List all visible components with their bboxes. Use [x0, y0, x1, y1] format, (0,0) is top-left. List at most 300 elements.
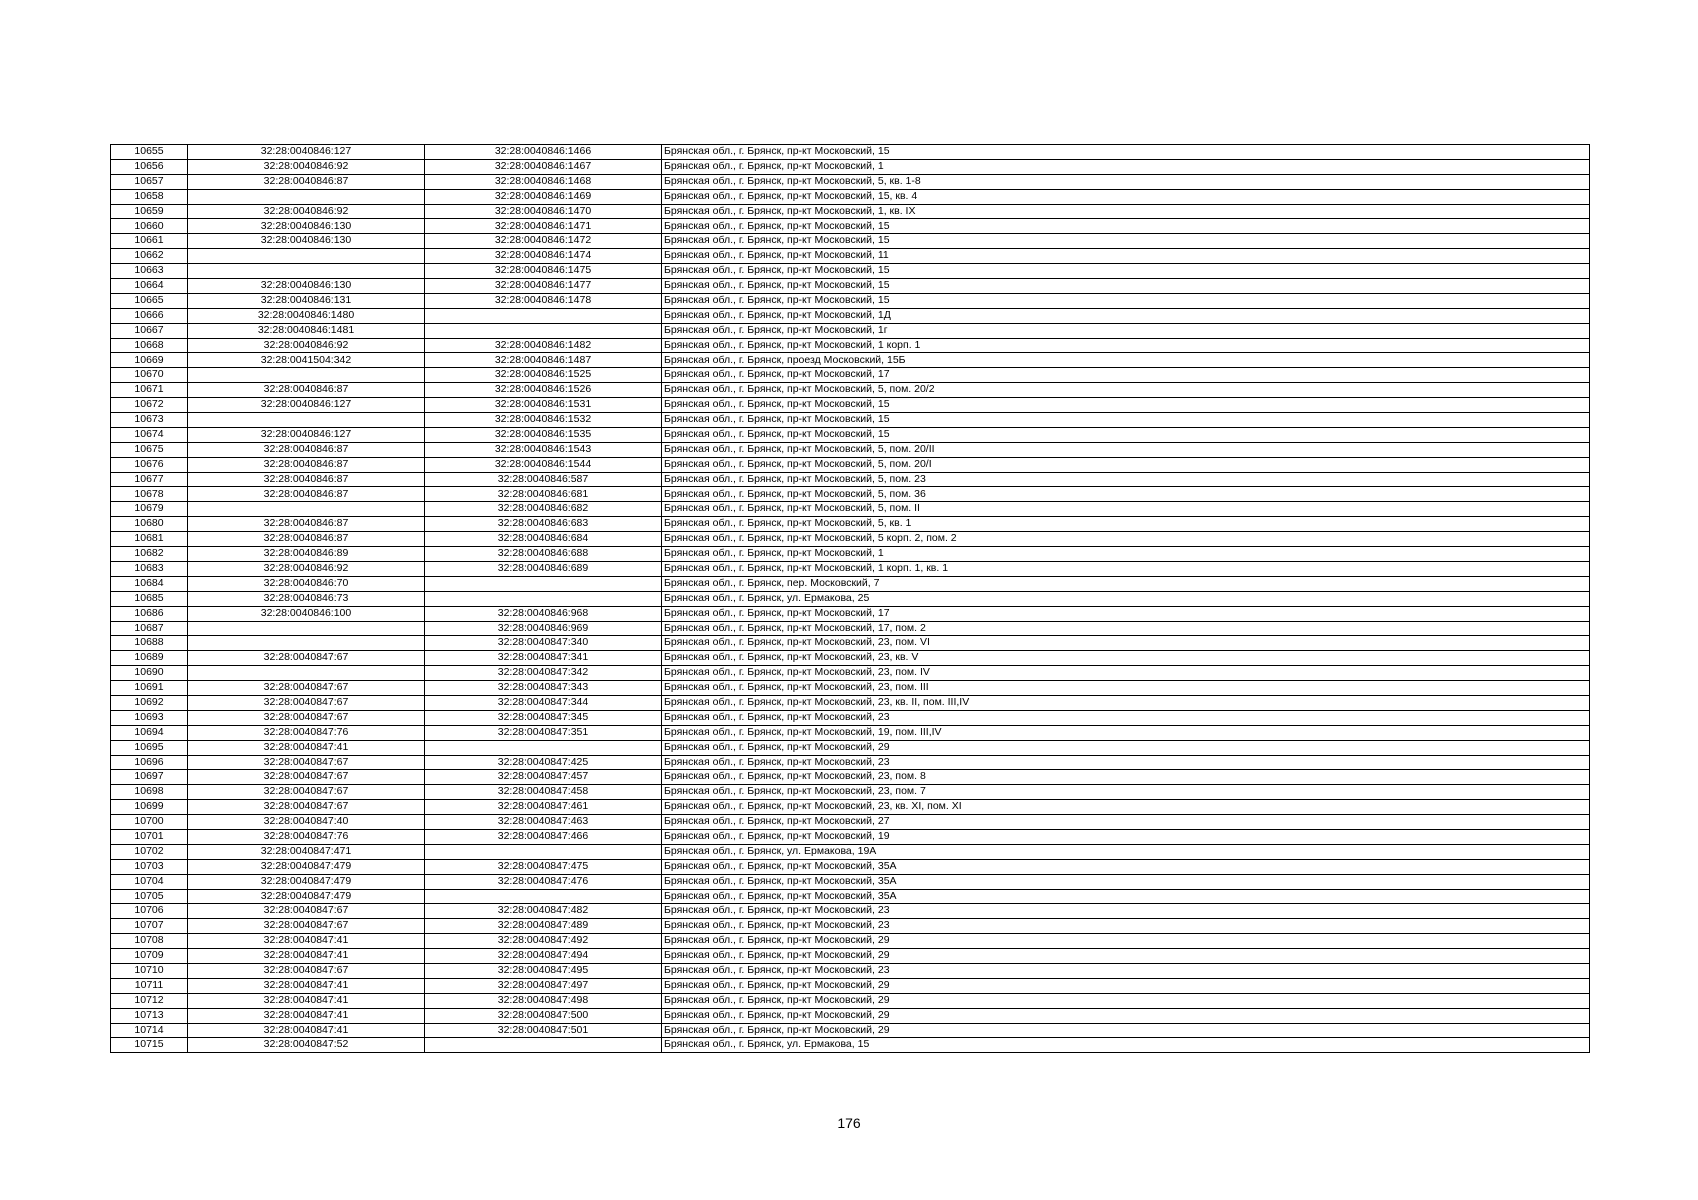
- table-row: [111, 204, 1590, 219]
- address-cell: Брянская обл., г. Брянск, ул. Ермакова, 19А: [662, 844, 1590, 859]
- row-number-cell: 10684: [111, 576, 188, 591]
- cadastral-number-cell: 32:28:0040846:689: [425, 561, 662, 576]
- address-cell: Брянская обл., г. Брянск, пр-кт Московский, 5, пом. 20/I: [662, 457, 1590, 472]
- cadastral-number-cell: 32:28:0040847:492: [425, 934, 662, 949]
- parent-cadastral-number-cell: 32:28:0040847:471: [188, 844, 425, 859]
- cadastral-number-cell: 32:28:0040847:458: [425, 785, 662, 800]
- cadastral-number-cell: 32:28:0040847:497: [425, 978, 662, 993]
- address-cell: Брянская обл., г. Брянск, проезд Московский, 15Б: [662, 353, 1590, 368]
- row-number-cell: 10667: [111, 323, 188, 338]
- row-number-cell: 10696: [111, 755, 188, 770]
- cadastral-number-cell: 32:28:0040846:969: [425, 621, 662, 636]
- table-row: [111, 532, 1590, 547]
- row-number-cell: 10658: [111, 189, 188, 204]
- table-row: [111, 919, 1590, 934]
- parent-cadastral-number-cell: 32:28:0040846:127: [188, 145, 425, 160]
- address-cell: Брянская обл., г. Брянск, пр-кт Московский, 15: [662, 413, 1590, 428]
- address-cell: Брянская обл., г. Брянск, пр-кт Московский, 5, пом. II: [662, 502, 1590, 517]
- address-cell: Брянская обл., г. Брянск, пр-кт Московский, 35А: [662, 874, 1590, 889]
- row-number-cell: 10711: [111, 978, 188, 993]
- address-cell: Брянская обл., г. Брянск, ул. Ермакова, 15: [662, 1038, 1590, 1053]
- address-cell: Брянская обл., г. Брянск, пр-кт Московский, 1Д: [662, 308, 1590, 323]
- address-cell: Брянская обл., г. Брянск, пр-кт Московский, 29: [662, 993, 1590, 1008]
- parent-cadastral-number-cell: [188, 189, 425, 204]
- row-number-cell: 10664: [111, 279, 188, 294]
- row-number-cell: 10688: [111, 636, 188, 651]
- row-number-cell: 10701: [111, 829, 188, 844]
- parent-cadastral-number-cell: 32:28:0040846:87: [188, 517, 425, 532]
- address-cell: Брянская обл., г. Брянск, пр-кт Московский, 5, кв. 1-8: [662, 174, 1590, 189]
- table-row: [111, 993, 1590, 1008]
- address-cell: Брянская обл., г. Брянск, пр-кт Московский, 19, пом. III,IV: [662, 725, 1590, 740]
- table-row: [111, 949, 1590, 964]
- address-cell: Брянская обл., г. Брянск, ул. Ермакова, 25: [662, 591, 1590, 606]
- address-cell: Брянская обл., г. Брянск, пр-кт Московский, 15: [662, 264, 1590, 279]
- row-number-cell: 10691: [111, 681, 188, 696]
- parent-cadastral-number-cell: 32:28:0040846:127: [188, 427, 425, 442]
- row-number-cell: 10655: [111, 145, 188, 160]
- parent-cadastral-number-cell: 32:28:0040846:92: [188, 204, 425, 219]
- address-cell: Брянская обл., г. Брянск, пр-кт Московский, 15: [662, 234, 1590, 249]
- parent-cadastral-number-cell: 32:28:0040847:41: [188, 740, 425, 755]
- parent-cadastral-number-cell: 32:28:0040846:87: [188, 472, 425, 487]
- table-row: [111, 740, 1590, 755]
- parent-cadastral-number-cell: 32:28:0040846:87: [188, 457, 425, 472]
- cadastral-number-cell: [425, 591, 662, 606]
- cadastral-number-cell: 32:28:0040847:500: [425, 1008, 662, 1023]
- table-row: [111, 934, 1590, 949]
- row-number-cell: 10675: [111, 442, 188, 457]
- table-row: [111, 963, 1590, 978]
- cadastral-number-cell: 32:28:0040847:482: [425, 904, 662, 919]
- row-number-cell: 10693: [111, 710, 188, 725]
- row-number-cell: 10694: [111, 725, 188, 740]
- cadastral-number-cell: [425, 740, 662, 755]
- parent-cadastral-number-cell: 32:28:0040847:41: [188, 993, 425, 1008]
- cadastral-number-cell: 32:28:0040846:684: [425, 532, 662, 547]
- table-row: [111, 442, 1590, 457]
- parent-cadastral-number-cell: 32:28:0040846:1481: [188, 323, 425, 338]
- table-row: [111, 353, 1590, 368]
- table-row: [111, 249, 1590, 264]
- table-row: [111, 234, 1590, 249]
- address-cell: Брянская обл., г. Брянск, пр-кт Московский, 23: [662, 919, 1590, 934]
- cadastral-number-cell: [425, 889, 662, 904]
- parent-cadastral-number-cell: 32:28:0040846:130: [188, 234, 425, 249]
- address-cell: Брянская обл., г. Брянск, пр-кт Московский, 1: [662, 159, 1590, 174]
- parent-cadastral-number-cell: 32:28:0040846:87: [188, 383, 425, 398]
- parent-cadastral-number-cell: 32:28:0040847:40: [188, 815, 425, 830]
- row-number-cell: 10657: [111, 174, 188, 189]
- cadastral-number-cell: 32:28:0040847:463: [425, 815, 662, 830]
- address-cell: Брянская обл., г. Брянск, пр-кт Московский, 15: [662, 293, 1590, 308]
- row-number-cell: 10702: [111, 844, 188, 859]
- cadastral-number-cell: 32:28:0040847:494: [425, 949, 662, 964]
- address-cell: Брянская обл., г. Брянск, пр-кт Московский, 23: [662, 904, 1590, 919]
- address-cell: Брянская обл., г. Брянск, пр-кт Московский, 29: [662, 740, 1590, 755]
- cadastral-number-cell: 32:28:0040847:345: [425, 710, 662, 725]
- table-row: [111, 219, 1590, 234]
- table-row: [111, 1008, 1590, 1023]
- row-number-cell: 10704: [111, 874, 188, 889]
- table-row: [111, 502, 1590, 517]
- address-cell: Брянская обл., г. Брянск, пр-кт Московский, 1 корп. 1: [662, 338, 1590, 353]
- cadastral-number-cell: 32:28:0040847:343: [425, 681, 662, 696]
- row-number-cell: 10665: [111, 293, 188, 308]
- cadastral-number-cell: 32:28:0040846:1469: [425, 189, 662, 204]
- row-number-cell: 10715: [111, 1038, 188, 1053]
- parent-cadastral-number-cell: 32:28:0040847:41: [188, 934, 425, 949]
- address-cell: Брянская обл., г. Брянск, пр-кт Московский, 35А: [662, 859, 1590, 874]
- address-cell: Брянская обл., г. Брянск, пр-кт Московский, 5, пом. 36: [662, 487, 1590, 502]
- parent-cadastral-number-cell: 32:28:0040847:67: [188, 695, 425, 710]
- cadastral-number-cell: 32:28:0040846:1535: [425, 427, 662, 442]
- address-cell: Брянская обл., г. Брянск, пр-кт Московский, 23, кв. V: [662, 651, 1590, 666]
- row-number-cell: 10681: [111, 532, 188, 547]
- table-row: [111, 308, 1590, 323]
- cadastral-number-cell: [425, 576, 662, 591]
- table-row: [111, 264, 1590, 279]
- table-row: [111, 487, 1590, 502]
- row-number-cell: 10697: [111, 770, 188, 785]
- parent-cadastral-number-cell: 32:28:0040847:41: [188, 949, 425, 964]
- cadastral-number-cell: [425, 323, 662, 338]
- table-row: [111, 293, 1590, 308]
- table-row: [111, 145, 1590, 160]
- row-number-cell: 10677: [111, 472, 188, 487]
- address-cell: Брянская обл., г. Брянск, пр-кт Московский, 1 корп. 1, кв. 1: [662, 561, 1590, 576]
- address-cell: Брянская обл., г. Брянск, пр-кт Московский, 29: [662, 1023, 1590, 1038]
- address-cell: Брянская обл., г. Брянск, пр-кт Московский, 27: [662, 815, 1590, 830]
- row-number-cell: 10708: [111, 934, 188, 949]
- address-cell: Брянская обл., г. Брянск, пр-кт Московский, 23, пом. VI: [662, 636, 1590, 651]
- parent-cadastral-number-cell: 32:28:0040846:1480: [188, 308, 425, 323]
- parent-cadastral-number-cell: [188, 264, 425, 279]
- address-cell: Брянская обл., г. Брянск, пр-кт Московский, 5, кв. 1: [662, 517, 1590, 532]
- address-cell: Брянская обл., г. Брянск, пр-кт Московский, 23, пом. IV: [662, 666, 1590, 681]
- address-cell: Брянская обл., г. Брянск, пр-кт Московский, 1, кв. IX: [662, 204, 1590, 219]
- cadastral-number-cell: 32:28:0040846:1474: [425, 249, 662, 264]
- cadastral-number-cell: 32:28:0040847:461: [425, 800, 662, 815]
- cadastral-number-cell: 32:28:0040847:501: [425, 1023, 662, 1038]
- parent-cadastral-number-cell: 32:28:0040847:67: [188, 919, 425, 934]
- parent-cadastral-number-cell: 32:28:0040846:73: [188, 591, 425, 606]
- parent-cadastral-number-cell: 32:28:0040847:67: [188, 785, 425, 800]
- cadastral-number-cell: 32:28:0040846:1525: [425, 368, 662, 383]
- row-number-cell: 10712: [111, 993, 188, 1008]
- table-row: [111, 427, 1590, 442]
- row-number-cell: 10663: [111, 264, 188, 279]
- address-cell: Брянская обл., г. Брянск, пр-кт Московский, 15: [662, 279, 1590, 294]
- row-number-cell: 10671: [111, 383, 188, 398]
- row-number-cell: 10676: [111, 457, 188, 472]
- table-row: [111, 561, 1590, 576]
- cadastral-number-cell: 32:28:0040846:968: [425, 606, 662, 621]
- table-row: [111, 770, 1590, 785]
- address-cell: Брянская обл., г. Брянск, пр-кт Московский, 17, пом. 2: [662, 621, 1590, 636]
- address-cell: Брянская обл., г. Брянск, пр-кт Московский, 1г: [662, 323, 1590, 338]
- cadastral-number-cell: 32:28:0040846:1470: [425, 204, 662, 219]
- row-number-cell: 10670: [111, 368, 188, 383]
- address-cell: Брянская обл., г. Брянск, пр-кт Московский, 5 корп. 2, пом. 2: [662, 532, 1590, 547]
- table-row: [111, 383, 1590, 398]
- table-row: [111, 725, 1590, 740]
- table-row: [111, 517, 1590, 532]
- cadastral-number-cell: 32:28:0040846:1472: [425, 234, 662, 249]
- row-number-cell: 10685: [111, 591, 188, 606]
- cadastral-number-cell: 32:28:0040847:342: [425, 666, 662, 681]
- table-row: [111, 189, 1590, 204]
- address-cell: Брянская обл., г. Брянск, пр-кт Московский, 29: [662, 949, 1590, 964]
- cadastral-number-cell: 32:28:0040847:495: [425, 963, 662, 978]
- parent-cadastral-number-cell: 32:28:0040846:89: [188, 547, 425, 562]
- parent-cadastral-number-cell: [188, 636, 425, 651]
- table-row: [111, 323, 1590, 338]
- parent-cadastral-number-cell: 32:28:0040847:76: [188, 725, 425, 740]
- address-cell: Брянская обл., г. Брянск, пр-кт Московский, 23, пом. III: [662, 681, 1590, 696]
- cadastral-number-cell: 32:28:0040846:1532: [425, 413, 662, 428]
- row-number-cell: 10668: [111, 338, 188, 353]
- parent-cadastral-number-cell: 32:28:0040846:87: [188, 532, 425, 547]
- table-row: [111, 815, 1590, 830]
- cadastral-number-cell: 32:28:0040847:498: [425, 993, 662, 1008]
- table-row: [111, 829, 1590, 844]
- cadastral-number-cell: 32:28:0040846:1466: [425, 145, 662, 160]
- cadastral-number-cell: 32:28:0040846:1471: [425, 219, 662, 234]
- table-row: [111, 1023, 1590, 1038]
- parent-cadastral-number-cell: 32:28:0040847:479: [188, 859, 425, 874]
- row-number-cell: 10709: [111, 949, 188, 964]
- parent-cadastral-number-cell: 32:28:0040847:67: [188, 755, 425, 770]
- cadastral-number-cell: 32:28:0040846:682: [425, 502, 662, 517]
- parent-cadastral-number-cell: 32:28:0040847:41: [188, 1023, 425, 1038]
- parent-cadastral-number-cell: [188, 249, 425, 264]
- cadastral-number-cell: 32:28:0040847:340: [425, 636, 662, 651]
- address-cell: Брянская обл., г. Брянск, пр-кт Московский, 1: [662, 547, 1590, 562]
- parent-cadastral-number-cell: [188, 666, 425, 681]
- parent-cadastral-number-cell: 32:28:0040847:41: [188, 978, 425, 993]
- parent-cadastral-number-cell: 32:28:0040846:130: [188, 279, 425, 294]
- table-row: [111, 889, 1590, 904]
- row-number-cell: 10661: [111, 234, 188, 249]
- table-row: [111, 547, 1590, 562]
- parent-cadastral-number-cell: 32:28:0040846:92: [188, 159, 425, 174]
- cadastral-number-cell: 32:28:0040846:587: [425, 472, 662, 487]
- address-cell: Брянская обл., г. Брянск, пр-кт Московский, 23: [662, 710, 1590, 725]
- cadastral-number-cell: 32:28:0040847:476: [425, 874, 662, 889]
- address-cell: Брянская обл., г. Брянск, пр-кт Московский, 23: [662, 963, 1590, 978]
- table-row: [111, 695, 1590, 710]
- table-row: [111, 413, 1590, 428]
- address-cell: Брянская обл., г. Брянск, пр-кт Московский, 23, пом. 8: [662, 770, 1590, 785]
- cadastral-number-cell: [425, 308, 662, 323]
- parent-cadastral-number-cell: 32:28:0040847:41: [188, 1008, 425, 1023]
- table-row: [111, 457, 1590, 472]
- parent-cadastral-number-cell: 32:28:0040846:87: [188, 174, 425, 189]
- parent-cadastral-number-cell: 32:28:0041504:342: [188, 353, 425, 368]
- address-cell: Брянская обл., г. Брянск, пр-кт Московский, 15: [662, 398, 1590, 413]
- row-number-cell: 10683: [111, 561, 188, 576]
- table-row: [111, 636, 1590, 651]
- table-row: [111, 472, 1590, 487]
- address-cell: Брянская обл., г. Брянск, пр-кт Московский, 15: [662, 145, 1590, 160]
- table-row: [111, 859, 1590, 874]
- parent-cadastral-number-cell: 32:28:0040846:87: [188, 487, 425, 502]
- row-number-cell: 10669: [111, 353, 188, 368]
- cadastral-number-cell: 32:28:0040846:683: [425, 517, 662, 532]
- parent-cadastral-number-cell: 32:28:0040846:87: [188, 442, 425, 457]
- parent-cadastral-number-cell: 32:28:0040847:67: [188, 770, 425, 785]
- cadastral-number-cell: 32:28:0040846:1531: [425, 398, 662, 413]
- registry-table: [110, 144, 1590, 1053]
- cadastral-number-cell: 32:28:0040846:1526: [425, 383, 662, 398]
- parent-cadastral-number-cell: [188, 502, 425, 517]
- row-number-cell: 10672: [111, 398, 188, 413]
- cadastral-number-cell: 32:28:0040846:1467: [425, 159, 662, 174]
- table-row: [111, 710, 1590, 725]
- row-number-cell: 10690: [111, 666, 188, 681]
- row-number-cell: 10659: [111, 204, 188, 219]
- address-cell: Брянская обл., г. Брянск, пр-кт Московский, 15: [662, 427, 1590, 442]
- table-row: [111, 785, 1590, 800]
- parent-cadastral-number-cell: 32:28:0040847:67: [188, 800, 425, 815]
- registry-table-body: [111, 145, 1590, 1053]
- row-number-cell: 10674: [111, 427, 188, 442]
- row-number-cell: 10656: [111, 159, 188, 174]
- row-number-cell: 10689: [111, 651, 188, 666]
- row-number-cell: 10666: [111, 308, 188, 323]
- row-number-cell: 10673: [111, 413, 188, 428]
- table-row: [111, 606, 1590, 621]
- row-number-cell: 10692: [111, 695, 188, 710]
- row-number-cell: 10706: [111, 904, 188, 919]
- table-row: [111, 874, 1590, 889]
- table-row: [111, 621, 1590, 636]
- address-cell: Брянская обл., г. Брянск, пр-кт Московский, 23, кв. XI, пом. XI: [662, 800, 1590, 815]
- address-cell: Брянская обл., г. Брянск, пр-кт Московский, 29: [662, 1008, 1590, 1023]
- cadastral-number-cell: 32:28:0040846:1482: [425, 338, 662, 353]
- parent-cadastral-number-cell: 32:28:0040847:76: [188, 829, 425, 844]
- address-cell: Брянская обл., г. Брянск, пр-кт Московский, 29: [662, 978, 1590, 993]
- cadastral-number-cell: [425, 1038, 662, 1053]
- row-number-cell: 10680: [111, 517, 188, 532]
- cadastral-number-cell: 32:28:0040846:1543: [425, 442, 662, 457]
- parent-cadastral-number-cell: 32:28:0040847:479: [188, 889, 425, 904]
- parent-cadastral-number-cell: 32:28:0040847:67: [188, 651, 425, 666]
- parent-cadastral-number-cell: 32:28:0040847:67: [188, 963, 425, 978]
- address-cell: Брянская обл., г. Брянск, пр-кт Московский, 23, пом. 7: [662, 785, 1590, 800]
- address-cell: Брянская обл., г. Брянск, пр-кт Московский, 5, пом. 20/2: [662, 383, 1590, 398]
- address-cell: Брянская обл., г. Брянск, пр-кт Московский, 5, пом. 23: [662, 472, 1590, 487]
- cadastral-number-cell: 32:28:0040846:688: [425, 547, 662, 562]
- address-cell: Брянская обл., г. Брянск, пр-кт Московский, 15: [662, 219, 1590, 234]
- row-number-cell: 10679: [111, 502, 188, 517]
- row-number-cell: 10703: [111, 859, 188, 874]
- table-row: [111, 978, 1590, 993]
- parent-cadastral-number-cell: 32:28:0040846:92: [188, 338, 425, 353]
- table-row: [111, 651, 1590, 666]
- cadastral-number-cell: 32:28:0040846:1544: [425, 457, 662, 472]
- cadastral-number-cell: 32:28:0040846:1487: [425, 353, 662, 368]
- row-number-cell: 10686: [111, 606, 188, 621]
- table-row: [111, 591, 1590, 606]
- row-number-cell: 10678: [111, 487, 188, 502]
- address-cell: Брянская обл., г. Брянск, пр-кт Московский, 35А: [662, 889, 1590, 904]
- parent-cadastral-number-cell: 32:28:0040847:479: [188, 874, 425, 889]
- table-row: [111, 174, 1590, 189]
- table-row: [111, 159, 1590, 174]
- cadastral-number-cell: 32:28:0040847:344: [425, 695, 662, 710]
- address-cell: Брянская обл., г. Брянск, пр-кт Московский, 5, пом. 20/II: [662, 442, 1590, 457]
- cadastral-number-cell: 32:28:0040846:1468: [425, 174, 662, 189]
- cadastral-number-cell: 32:28:0040846:681: [425, 487, 662, 502]
- table-row: [111, 338, 1590, 353]
- row-number-cell: 10707: [111, 919, 188, 934]
- address-cell: Брянская обл., г. Брянск, пр-кт Московский, 23: [662, 755, 1590, 770]
- table-row: [111, 800, 1590, 815]
- parent-cadastral-number-cell: 32:28:0040847:67: [188, 710, 425, 725]
- cadastral-number-cell: 32:28:0040847:489: [425, 919, 662, 934]
- row-number-cell: 10682: [111, 547, 188, 562]
- table-row: [111, 279, 1590, 294]
- cadastral-number-cell: 32:28:0040846:1478: [425, 293, 662, 308]
- address-cell: Брянская обл., г. Брянск, пр-кт Московский, 29: [662, 934, 1590, 949]
- address-cell: Брянская обл., г. Брянск, пр-кт Московский, 15, кв. 4: [662, 189, 1590, 204]
- table-row: [111, 1038, 1590, 1053]
- row-number-cell: 10660: [111, 219, 188, 234]
- page-number: 176: [837, 1115, 861, 1131]
- cadastral-number-cell: 32:28:0040847:351: [425, 725, 662, 740]
- row-number-cell: 10699: [111, 800, 188, 815]
- row-number-cell: 10713: [111, 1008, 188, 1023]
- parent-cadastral-number-cell: 32:28:0040847:67: [188, 904, 425, 919]
- parent-cadastral-number-cell: 32:28:0040847:67: [188, 681, 425, 696]
- row-number-cell: 10687: [111, 621, 188, 636]
- table-row: [111, 681, 1590, 696]
- table-row: [111, 398, 1590, 413]
- address-cell: Брянская обл., г. Брянск, пр-кт Московский, 23, кв. II, пом. III,IV: [662, 695, 1590, 710]
- table-row: [111, 844, 1590, 859]
- parent-cadastral-number-cell: [188, 368, 425, 383]
- address-cell: Брянская обл., г. Брянск, пр-кт Московский, 11: [662, 249, 1590, 264]
- parent-cadastral-number-cell: 32:28:0040846:130: [188, 219, 425, 234]
- row-number-cell: 10662: [111, 249, 188, 264]
- cadastral-number-cell: 32:28:0040847:425: [425, 755, 662, 770]
- table-row: [111, 576, 1590, 591]
- row-number-cell: 10695: [111, 740, 188, 755]
- parent-cadastral-number-cell: 32:28:0040846:100: [188, 606, 425, 621]
- cadastral-number-cell: 32:28:0040847:341: [425, 651, 662, 666]
- parent-cadastral-number-cell: [188, 413, 425, 428]
- address-cell: Брянская обл., г. Брянск, пр-кт Московский, 17: [662, 368, 1590, 383]
- cadastral-number-cell: 32:28:0040847:466: [425, 829, 662, 844]
- cadastral-number-cell: 32:28:0040846:1475: [425, 264, 662, 279]
- parent-cadastral-number-cell: 32:28:0040847:52: [188, 1038, 425, 1053]
- parent-cadastral-number-cell: [188, 621, 425, 636]
- table-row: [111, 368, 1590, 383]
- address-cell: Брянская обл., г. Брянск, пер. Московский, 7: [662, 576, 1590, 591]
- address-cell: Брянская обл., г. Брянск, пр-кт Московский, 19: [662, 829, 1590, 844]
- parent-cadastral-number-cell: 32:28:0040846:92: [188, 561, 425, 576]
- row-number-cell: 10705: [111, 889, 188, 904]
- cadastral-number-cell: 32:28:0040846:1477: [425, 279, 662, 294]
- cadastral-number-cell: [425, 844, 662, 859]
- table-row: [111, 666, 1590, 681]
- parent-cadastral-number-cell: 32:28:0040846:131: [188, 293, 425, 308]
- table-row: [111, 904, 1590, 919]
- row-number-cell: 10710: [111, 963, 188, 978]
- cadastral-number-cell: 32:28:0040847:475: [425, 859, 662, 874]
